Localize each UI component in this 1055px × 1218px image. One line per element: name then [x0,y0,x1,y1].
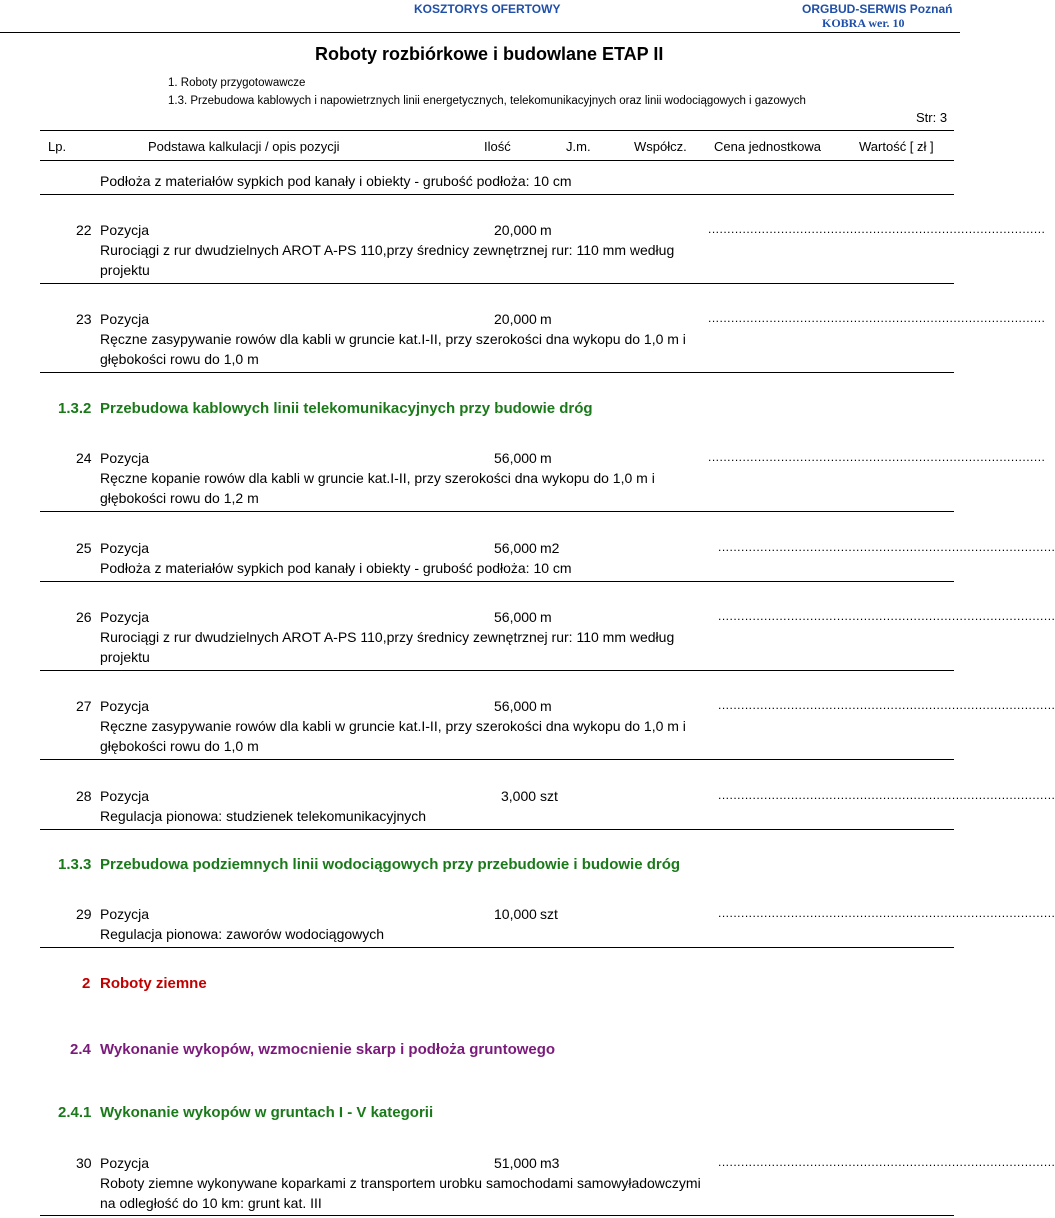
company-name: ORGBUD-SERWIS Poznań [802,2,953,16]
col-unit: J.m. [566,139,591,154]
item-rule [40,581,954,582]
position-description: Rurociągi z rur dwudzielnych AROT A-PS 110,przy średnicy zewnętrznej rur: 110 mm według [100,242,675,258]
section-number: 2.4.1 [58,1104,92,1121]
position-number: 27 [76,698,92,714]
position-label: Pozycja [100,1155,150,1171]
position-description: Ręczne kopanie rowów dla kabli w gruncie kat.I-II, przy szerokości dna wykopu do 1,0 m i [100,470,655,486]
software-version: KOBRA wer. 10 [822,16,905,30]
position-quantity: 10,000 [494,906,537,922]
item-rule [40,511,954,512]
position-label: Pozycja [100,222,150,238]
section-title: Przebudowa kablowych linii telekomunikacyjnych przy budowie dróg [100,400,593,417]
item-rule [40,670,954,671]
section-number: 1.3.2 [58,400,92,417]
section-number: 1.3.3 [58,856,92,873]
position-label: Pozycja [100,311,150,327]
position-unit: m [540,609,552,625]
price-dot-leader: ........................................................................................ [708,450,1046,464]
position-description: Regulacja pionowa: studzienek telekomunikacyjnych [100,808,427,824]
position-unit: m3 [540,1155,560,1171]
header-divider [0,32,960,33]
position-unit: m [540,698,552,714]
position-label: Pozycja [100,609,150,625]
price-dot-leader: ........................................................................................ [718,1155,1055,1169]
col-coefficient: Współcz. [634,139,687,154]
position-label: Pozycja [100,540,150,556]
price-dot-leader: ........................................................................................ [718,540,1055,554]
position-label: Pozycja [100,450,150,466]
document-title: Roboty rozbiórkowe i budowlane ETAP II [315,44,664,64]
section-number: 2.4 [70,1041,91,1058]
page-number: Str: 3 [916,110,948,125]
position-number: 24 [76,450,92,466]
col-value: Wartość [ zł ] [859,139,934,154]
position-description-cont: głębokości rowu do 1,2 m [100,490,259,506]
position-unit: m [540,222,552,238]
item-rule [40,829,954,830]
position-quantity: 56,000 [494,698,537,714]
price-dot-leader: ........................................................................................ [718,906,1055,920]
position-quantity: 56,000 [494,540,537,556]
price-dot-leader: ........................................................................................ [718,609,1055,623]
position-quantity: 20,000 [494,222,537,238]
col-basis: Podstawa kalkulacji / opis pozycji [148,139,340,154]
item-rule [40,372,954,373]
position-quantity: 56,000 [494,450,537,466]
price-dot-leader: ........................................................................................ [718,698,1055,712]
position-unit: m2 [540,540,560,556]
item-rule [40,1215,954,1216]
position-description-cont: projektu [100,262,150,278]
report-type: KOSZTORYS OFERTOWY [414,2,561,16]
breadcrumb-level-2: 1.3. Przebudowa kablowych i napowietrznych linii energetycznych, telekomunikacyjnych oraz linii wodociągowych i gazowych [168,95,806,107]
position-quantity: 56,000 [494,609,537,625]
position-description: Podłoża z materiałów sypkich pod kanały i obiekty - grubość podłoża: 10 cm [100,560,572,576]
position-unit: m [540,450,552,466]
position-description: Rurociągi z rur dwudzielnych AROT A-PS 110,przy średnicy zewnętrznej rur: 110 mm według [100,629,675,645]
position-description-cont: projektu [100,649,150,665]
col-unit-price: Cena jednostkowa [714,139,821,154]
continued-rule [40,194,954,195]
column-header-bottom-rule [40,160,954,161]
position-number: 29 [76,906,92,922]
position-quantity: 3,000 [501,788,537,804]
price-dot-leader: ........................................................................................ [718,788,1055,802]
position-number: 26 [76,609,92,625]
position-description-cont: głębokości rowu do 1,0 m [100,738,259,754]
position-description: Ręczne zasypywanie rowów dla kabli w gruncie kat.I-II, przy szerokości dna wykopu do 1,0 m i [100,331,686,347]
section-title: Roboty ziemne [100,975,207,992]
position-description: Roboty ziemne wykonywane koparkami z transportem urobku samochodami samowyładowczymi [100,1175,701,1191]
item-rule [40,283,954,284]
section-number: 2 [82,975,91,992]
item-rule [40,947,954,948]
breadcrumb-level-1: 1. Roboty przygotowawcze [168,77,306,89]
section-title: Wykonanie wykopów, wzmocnienie skarp i podłoża gruntowego [100,1041,556,1058]
section-title: Przebudowa podziemnych linii wodociągowych przy przebudowie i budowie dróg [100,856,681,873]
price-dot-leader: ........................................................................................ [708,222,1046,236]
position-number: 22 [76,222,92,238]
position-number: 25 [76,540,92,556]
item-rule [40,759,954,760]
position-description-cont: na odległość do 10 km: grunt kat. III [100,1195,322,1211]
continued-description: Podłoża z materiałów sypkich pod kanały i obiekty - grubość podłoża: 10 cm [100,173,572,189]
position-description: Ręczne zasypywanie rowów dla kabli w gruncie kat.I-II, przy szerokości dna wykopu do 1,0 m i [100,718,686,734]
price-dot-leader: ........................................................................................ [708,311,1046,325]
position-number: 30 [76,1155,92,1171]
section-title: Wykonanie wykopów w gruntach I - V kategorii [100,1104,434,1121]
column-header-top-rule [40,130,954,131]
position-unit: szt [540,788,558,804]
position-quantity: 20,000 [494,311,537,327]
position-unit: m [540,311,552,327]
position-number: 28 [76,788,92,804]
col-qty: Ilość [484,139,511,154]
position-description: Regulacja pionowa: zaworów wodociągowych [100,926,385,942]
position-quantity: 51,000 [494,1155,537,1171]
position-unit: szt [540,906,558,922]
col-lp: Lp. [48,139,67,154]
position-description-cont: głębokości rowu do 1,0 m [100,351,259,367]
position-label: Pozycja [100,788,150,804]
position-label: Pozycja [100,698,150,714]
position-label: Pozycja [100,906,150,922]
position-number: 23 [76,311,92,327]
